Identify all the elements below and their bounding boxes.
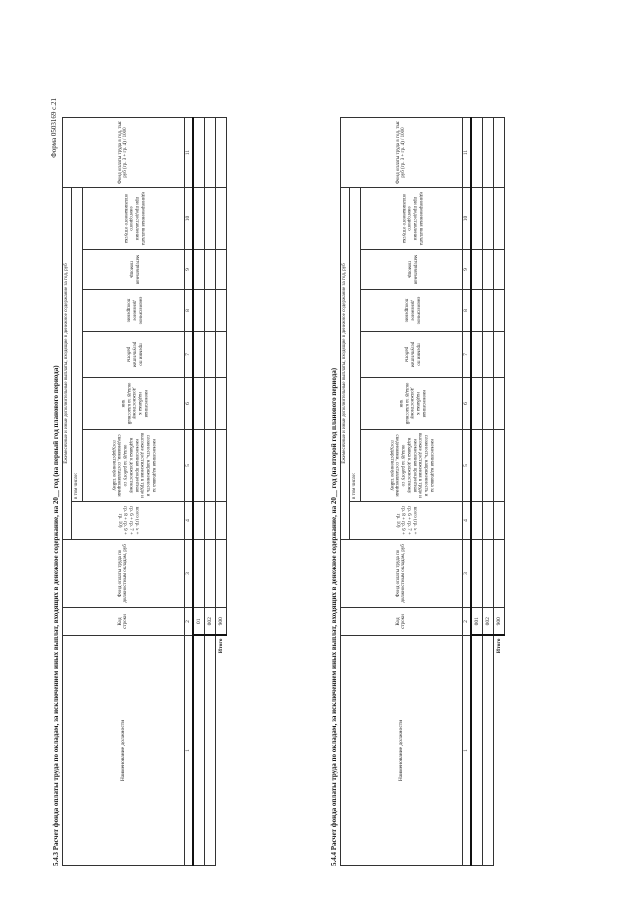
header-total: всего (гр. 5 + гр. 6 + гр. 7 + гр. 8 + гр. 9 + гр. 10) [71, 502, 184, 540]
cell-value[interactable] [482, 188, 493, 250]
col-number: 8 [462, 290, 471, 332]
cell-position[interactable] [193, 636, 205, 866]
cell-value[interactable] [493, 332, 504, 378]
cell-value[interactable] [493, 188, 504, 250]
header-premium: премии по результатам работы [82, 332, 184, 378]
cell-value[interactable] [193, 502, 205, 540]
header-incl: в том числе: [71, 188, 82, 502]
cell-value[interactable] [471, 430, 483, 502]
header-premium: премии по результатам работы [360, 332, 462, 378]
cell-value[interactable] [493, 502, 504, 540]
cell-value[interactable] [471, 118, 483, 188]
section-title-5-4-4: 5.4.4 Расчет фонда оплаты труда по окладам, за исключением иных выплат, входящих в денежное содержание, на 20__ год (на второй год планового периода) [330, 367, 338, 866]
cell-value[interactable] [193, 332, 205, 378]
cell-code: 01 [193, 608, 205, 636]
header-monthly-group: Ежемесячные и иные дополнительные выплаты, входящие в денежное содержание за год, руб [341, 188, 350, 540]
col-number: 9 [184, 250, 193, 290]
cell-value[interactable] [215, 378, 226, 430]
cell-value[interactable] [482, 250, 493, 290]
cell-value[interactable] [204, 118, 215, 188]
col-number: 1 [184, 636, 193, 866]
col-number: 2 [184, 608, 193, 636]
total-row [215, 118, 226, 866]
col-number: 11 [184, 118, 193, 188]
col-number: 11 [462, 118, 471, 188]
cell-value[interactable] [193, 188, 205, 250]
header-bonus-rank: ежемесячная надбавка к должностному окладу за классный чин [360, 378, 462, 430]
col-number: 6 [184, 378, 193, 430]
header-bonus-rank: ежемесячная надбавка к должностному окладу за классный чин [82, 378, 184, 430]
form-sheet [40, 80, 600, 880]
cell-value[interactable] [482, 430, 493, 502]
cell-value[interactable] [204, 540, 215, 608]
col-number: 8 [184, 290, 193, 332]
header-annual-fund: Фонд оплаты труда в год, тыс руб (гр. 3 + гр. 4) / 1000 [341, 118, 463, 188]
table-5-4-3 [62, 117, 227, 866]
cell-value[interactable] [204, 430, 215, 502]
cell-value[interactable] [215, 118, 226, 188]
cell-position[interactable] [482, 636, 493, 866]
col-number: 2 [462, 608, 471, 636]
table-row [482, 118, 493, 866]
cell-value[interactable] [493, 378, 504, 430]
header-fund-salary: Фонд оплаты труда по должностным окладам, руб [63, 540, 185, 608]
table-5-4-4 [340, 117, 505, 866]
total-row [493, 118, 504, 866]
header-total: всего (гр. 5 + гр. 6 + гр. 7 + гр. 8 + гр. 9 + гр. 10) [349, 502, 462, 540]
header-incl: в том числе: [349, 188, 360, 502]
cell-value[interactable] [204, 188, 215, 250]
cell-position[interactable] [204, 636, 215, 866]
header-cash-incentive: ежемесячное денежное поощрение [360, 290, 462, 332]
cell-value[interactable] [215, 250, 226, 290]
cell-value[interactable] [215, 188, 226, 250]
cell-value[interactable] [193, 378, 205, 430]
header-vacation-pay: единовременная выплата при предоставлении ежегодного оплачиваемого отпуска [360, 188, 462, 250]
header-vacation-pay: единовременная выплата при предоставлении ежегодного оплачиваемого отпуска [82, 188, 184, 250]
cell-code: 002 [482, 608, 493, 636]
cell-value[interactable] [193, 250, 205, 290]
cell-value[interactable] [482, 118, 493, 188]
table-row [471, 118, 483, 866]
cell-value[interactable] [471, 250, 483, 290]
cell-value[interactable] [215, 430, 226, 502]
cell-value[interactable] [471, 378, 483, 430]
cell-value[interactable] [215, 540, 226, 608]
header-fund-salary: Фонд оплаты труда по должностным окладам, руб [341, 540, 463, 608]
col-number: 9 [462, 250, 471, 290]
header-code: Код строки [341, 608, 463, 636]
header-bonus-complexity: ежемесячная надбавка за сложность, напряженность и высокие достижения в труде и ежемесячная процентная надбавка к должностному окладу за работу со сведениями, составляющими государственную тайну [360, 430, 462, 502]
cell-value[interactable] [493, 540, 504, 608]
cell-value[interactable] [193, 290, 205, 332]
cell-value[interactable] [193, 118, 205, 188]
header-annual-fund: Фонд оплаты труда в год, тыс руб (гр. 3 + гр. 4) / 1000 [63, 118, 185, 188]
col-number: 3 [462, 540, 471, 608]
cell-value[interactable] [482, 540, 493, 608]
header-monthly-group: Ежемесячные и иные дополнительные выплаты, входящие в денежное содержание за год, руб [63, 188, 72, 540]
cell-value[interactable] [482, 378, 493, 430]
cell-value[interactable] [482, 332, 493, 378]
cell-value[interactable] [471, 540, 483, 608]
cell-value[interactable] [482, 290, 493, 332]
col-number: 6 [462, 378, 471, 430]
col-number: 5 [462, 430, 471, 502]
cell-value[interactable] [493, 118, 504, 188]
total-label: Итого [493, 636, 504, 866]
cell-value[interactable] [482, 502, 493, 540]
col-number: 4 [462, 502, 471, 540]
cell-value[interactable] [204, 502, 215, 540]
col-number: 7 [462, 332, 471, 378]
cell-value[interactable] [204, 290, 215, 332]
cell-value[interactable] [493, 290, 504, 332]
header-material-aid: материальная помощь [82, 250, 184, 290]
cell-value[interactable] [493, 250, 504, 290]
cell-position[interactable] [471, 636, 483, 866]
col-number: 10 [462, 188, 471, 250]
cell-value[interactable] [193, 540, 205, 608]
cell-value[interactable] [215, 290, 226, 332]
header-position: Наименование должности [63, 636, 185, 866]
col-number: 10 [184, 188, 193, 250]
total-code: 900 [493, 608, 504, 636]
col-number: 7 [184, 332, 193, 378]
header-material-aid: материальная помощь [360, 250, 462, 290]
col-number: 5 [184, 430, 193, 502]
col-number: 4 [184, 502, 193, 540]
cell-value[interactable] [193, 430, 205, 502]
cell-value[interactable] [471, 332, 483, 378]
cell-value[interactable] [204, 378, 215, 430]
total-label: Итого [215, 636, 226, 866]
cell-value[interactable] [204, 250, 215, 290]
cell-code: 001 [471, 608, 483, 636]
header-bonus-complexity: ежемесячная надбавка за сложность, напряженность и высокие достижения в труде и ежемесячная процентная надбавка к должностному окладу за работу со сведениями, составляющими государственную тайну [82, 430, 184, 502]
cell-value[interactable] [215, 502, 226, 540]
cell-value[interactable] [471, 502, 483, 540]
cell-value[interactable] [493, 430, 504, 502]
total-code: 900 [215, 608, 226, 636]
cell-value[interactable] [204, 332, 215, 378]
table-row [193, 118, 205, 866]
header-code: Код строки [63, 608, 185, 636]
cell-code: 002 [204, 608, 215, 636]
cell-value[interactable] [471, 188, 483, 250]
cell-value[interactable] [471, 290, 483, 332]
form-reference: Форма 0503169 с.21 [50, 98, 58, 158]
section-title-5-4-3: 5.4.3 Расчет фонда оплаты труда по окладам, за исключением иных выплат, входящих в денежное содержание, на 20__ год (на первый год планового периода) [52, 365, 60, 866]
cell-value[interactable] [215, 332, 226, 378]
col-number: 3 [184, 540, 193, 608]
header-position: Наименование должности [341, 636, 463, 866]
col-number: 1 [462, 636, 471, 866]
header-cash-incentive: ежемесячное денежное поощрение [82, 290, 184, 332]
table-row [204, 118, 215, 866]
